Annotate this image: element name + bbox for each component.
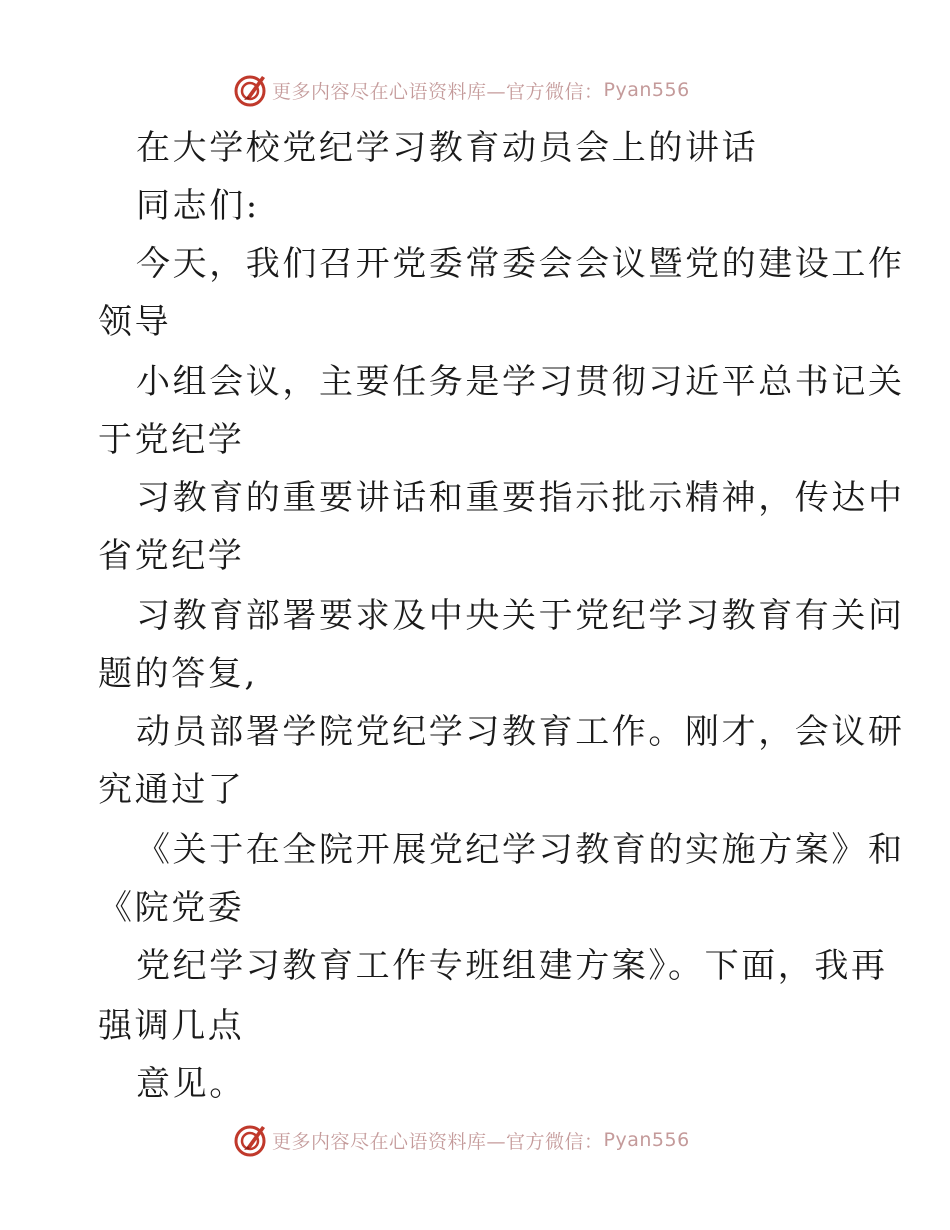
paragraph-line: 《关于在全院开展党纪学习教育的实施方案》和	[136, 830, 905, 870]
paragraph-line: 强调几点	[98, 1006, 245, 1046]
watermark-text: 更多内容尽在心语资料库—官方微信：	[272, 1130, 604, 1153]
paragraph-line: 领导	[98, 302, 172, 342]
salutation: 同志们:	[136, 186, 260, 226]
paragraph-line: 究通过了	[98, 770, 245, 810]
header-watermark	[232, 70, 690, 110]
quill-logo-icon	[232, 1122, 268, 1158]
paragraph-line: 习教育的重要讲话和重要指示批示精神，传达中	[136, 478, 905, 518]
paragraph-line: 于党纪学	[98, 420, 245, 460]
wechat-id: Pyan556	[603, 79, 690, 101]
watermark-text: 更多内容尽在心语资料库—官方微信：	[272, 80, 604, 103]
paragraph-line: 小组会议，主要任务是学习贯彻习近平总书记关	[136, 362, 905, 402]
paragraph-line: 省党纪学	[98, 536, 245, 576]
footer-watermark	[232, 1120, 690, 1160]
paragraph-line: 动员部署学院党纪学习教育工作。刚才，会议研	[136, 712, 905, 752]
paragraph-line: 习教育部署要求及中央关于党纪学习教育有关问	[136, 596, 905, 636]
paragraph-line: 今天，我们召开党委常委会会议暨党的建设工作	[136, 244, 905, 284]
paragraph-line: 党纪学习教育工作专班组建方案》。下面，我再	[136, 946, 888, 986]
paragraph-line: 题的答复,	[98, 654, 258, 694]
quill-logo-icon	[232, 72, 268, 108]
paragraph-line: 意见。	[136, 1064, 246, 1104]
paragraph-line: 《院党委	[98, 888, 245, 928]
document-title: 在大学校党纪学习教育动员会上的讲话	[136, 128, 759, 168]
wechat-id: Pyan556	[603, 1129, 690, 1151]
